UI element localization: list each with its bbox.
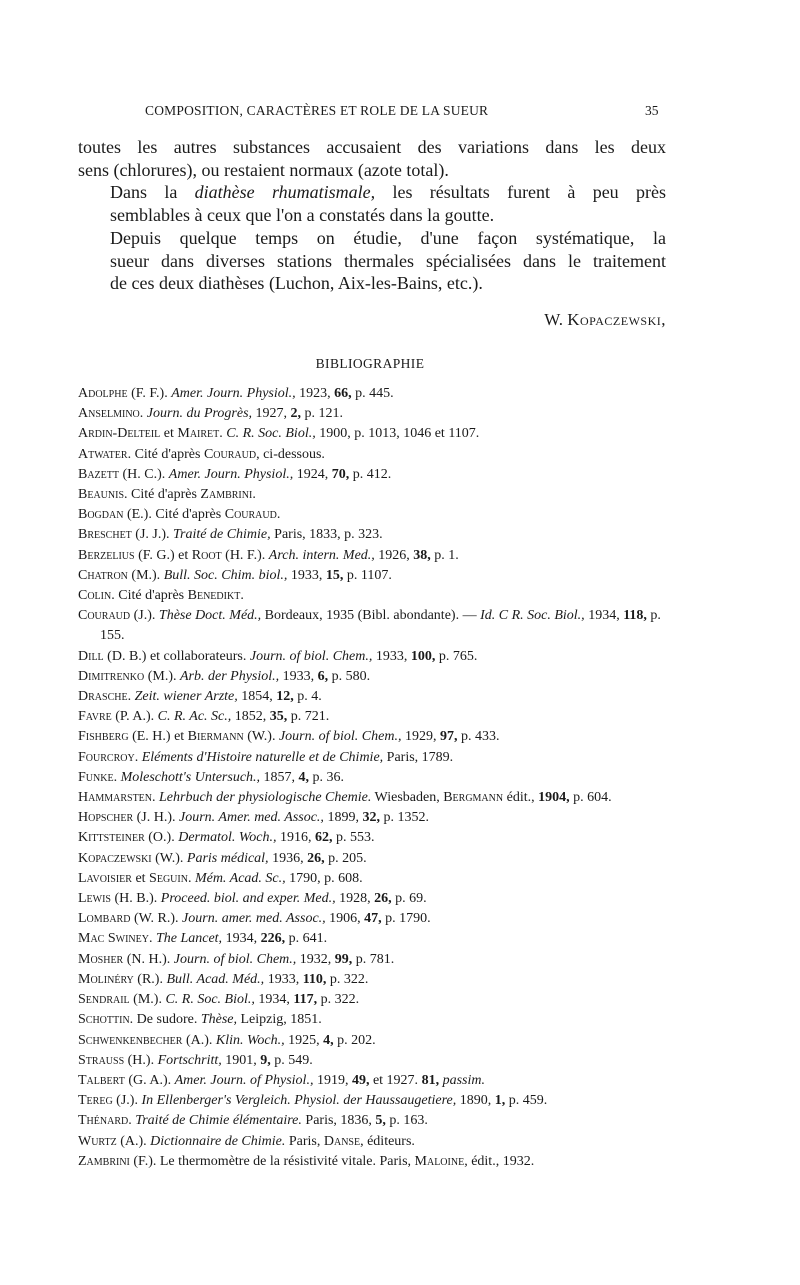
volume-number: 66, (334, 386, 352, 401)
text-run: 1890, (456, 1093, 495, 1109)
text-run: p. 202. (333, 1032, 376, 1048)
author-name: Bazett (78, 466, 119, 482)
publisher-name: Danse (323, 1133, 361, 1149)
author-name: Kittsteiner (78, 830, 145, 846)
journal-title: Fortschritt, (157, 1052, 222, 1068)
author-name: Chatron (78, 567, 128, 583)
bibliography-entry (78, 828, 678, 848)
text-run: (H.). (124, 1052, 158, 1068)
volume-number: 47, (364, 911, 382, 927)
text-run: p. 322. (326, 971, 369, 987)
bibliography-entry (78, 445, 678, 465)
text-run: Wiesbaden, (371, 790, 444, 806)
journal-title: Journ. of biol. Chem., (249, 648, 373, 664)
text-run: 1933, (264, 971, 303, 987)
bibliography-entry (78, 1091, 678, 1111)
emphasis: diathèse rhumatismale, (194, 182, 376, 203)
volume-number: 81, (421, 1072, 440, 1088)
text-run: (H. F.). (221, 547, 269, 563)
text-run: 1852, (231, 709, 270, 725)
bibliography-entry (78, 424, 678, 444)
volume-number: 9, (260, 1052, 271, 1068)
text-run: (N. H.). (123, 951, 174, 967)
text-run: p. 205. (324, 850, 367, 866)
volume-number: 70, (331, 466, 350, 482)
text-run: Paris, 1789. (383, 749, 454, 765)
bibliography-entry (78, 768, 678, 788)
text-line: sueur dans diverses stations thermales spécialisées dans le traitement (110, 250, 666, 271)
author-name: Kopaczewski (78, 850, 152, 866)
bibliography-entry (78, 566, 678, 586)
text-run: , édit., 1932. (464, 1153, 535, 1169)
volume-number: 32, (362, 810, 380, 826)
journal-title: Proceed. biol. and exper. Med., (160, 891, 336, 907)
journal-title: Amer. Journ. Physiol., (168, 466, 294, 482)
paragraph-3 (78, 227, 666, 295)
author-name: Breschet (78, 527, 132, 543)
volume-number: 97, (439, 729, 458, 745)
text-run: (J.). (130, 608, 159, 624)
text-run: Paris, 1833, p. 323. (270, 527, 383, 543)
journal-title: Journ. du Progrès, (146, 406, 253, 422)
volume-number: 110, (302, 971, 327, 987)
author-name: Mairet (177, 426, 220, 442)
text-run: (H. B.). (111, 891, 161, 907)
text-run: (J. J.). (131, 527, 174, 543)
text-run: p. 1790. (381, 911, 431, 927)
text-run: (O.). (144, 830, 179, 846)
author-name: Berzelius (78, 547, 135, 563)
text-run: (D. B.) et collaborateurs. (103, 648, 250, 664)
bibliography-entry (78, 485, 678, 505)
author-name: Benedikt (187, 588, 241, 604)
journal-title: Id. C R. Soc. Biol., (480, 608, 585, 624)
author-signature (544, 310, 666, 330)
text-run: 1899, (323, 810, 363, 826)
author-name: Hopscher (78, 810, 134, 826)
journal-title: Amer. Journ. Physiol., (171, 386, 296, 401)
text-line: sens (chlorures), ou restaient normaux (azote total). (78, 159, 449, 180)
journal-title: Dictionnaire de Chimie. (150, 1133, 286, 1149)
text-run: 1934, (584, 608, 624, 624)
author-name: Favre (78, 709, 112, 725)
text-run: p. 69. (391, 891, 427, 907)
author-name: Funke (78, 769, 114, 785)
publisher-name: Bergmann (443, 790, 504, 806)
author-name: Bogdan (78, 507, 124, 523)
text-run: . (240, 588, 244, 604)
bibliography-entry (78, 667, 678, 687)
volume-number: 62, (314, 830, 333, 846)
text-run: 1906, (325, 911, 365, 927)
bibliography-entry (78, 1132, 678, 1152)
text-run: 1857, (260, 769, 299, 785)
bibliography-entry (78, 849, 678, 869)
volume-number: 35, (269, 709, 288, 725)
text-run: p. 322. (317, 992, 360, 1008)
bibliography-entry (78, 546, 678, 566)
journal-title: Journ. Amer. med. Assoc., (179, 810, 324, 826)
volume-number: 26, (307, 850, 325, 866)
text-run: Paris, (285, 1133, 324, 1149)
bibliography-entry (78, 970, 678, 990)
text-run: . (219, 426, 227, 442)
journal-title: Mém. Acad. Sc., (194, 870, 286, 886)
author-name: Lavoisier (78, 870, 132, 886)
journal-title: C. R. Soc. Biol., (226, 426, 316, 442)
bibliography-entry (78, 606, 678, 646)
bibliography-entry (78, 869, 678, 889)
bibliography-entry (78, 707, 678, 727)
journal-title: The Lancet, (155, 931, 223, 947)
text-run: (E.). Cité d'après (123, 507, 225, 523)
journal-title: Thèse, (200, 1012, 237, 1028)
text-run: . De sudore. (129, 1012, 201, 1028)
bibliography-entry (78, 1111, 678, 1131)
text-run: (H. C.). (119, 466, 169, 482)
author-name: Couraud (78, 608, 131, 624)
text-run: . (187, 870, 195, 886)
author-name: Adolphe (78, 386, 128, 401)
author-name: Couraud (203, 446, 257, 462)
journal-title: Zeit. wiener Arzte, (134, 689, 238, 705)
bibliography-entry (78, 889, 678, 909)
text-run: . (139, 406, 147, 422)
text-run: p. 781. (352, 951, 395, 967)
body-text (78, 136, 666, 295)
volume-number: 1, (494, 1093, 506, 1109)
text-run: 1925, (284, 1032, 324, 1048)
text-run: p. 549. (270, 1052, 313, 1068)
author-name: Beaunis (78, 487, 125, 503)
author-name: Zambrini (200, 487, 253, 503)
journal-title: Eléments d'Histoire naturelle et de Chimie, (141, 749, 384, 765)
bibliography-entry (78, 647, 678, 667)
bibliography-entry (78, 727, 678, 747)
text-run: p. 36. (309, 769, 345, 785)
volume-number: 5, (375, 1113, 386, 1129)
text-run: (E. H.) et (128, 729, 188, 745)
bibliography-entry (78, 1051, 678, 1071)
text-run: p. 641. (285, 931, 328, 947)
journal-title: Lehrbuch der physiologische Chemie. (159, 790, 372, 806)
bibliography-entry (78, 404, 678, 424)
bibliography-entry (78, 909, 678, 929)
author-name: Seguin (149, 870, 188, 886)
author-name: Fishberg (78, 729, 129, 745)
bibliography-entry (78, 586, 678, 606)
volume-number: 15, (325, 567, 344, 583)
text-run: . (127, 689, 135, 705)
text-run: 1919, (313, 1072, 352, 1088)
author-name: Hammarsten (78, 790, 153, 806)
text-run: édit., (503, 790, 539, 806)
text-run: 1926, (374, 547, 414, 563)
bibliography-entry (78, 808, 678, 828)
bibliography-entry (78, 525, 678, 545)
text-run: (R.). (133, 971, 167, 987)
page-number: 35 (645, 103, 659, 118)
text-run: 1936, (268, 850, 308, 866)
author-name: Schwenkenbecher (78, 1032, 183, 1048)
author-name: Fourcroy (78, 749, 135, 765)
volume-number: 99, (334, 951, 353, 967)
author-name: Couraud (224, 507, 277, 523)
author-name: Zambrini (78, 1153, 130, 1169)
text-run: et (160, 426, 178, 442)
text-run: (M.). (127, 567, 164, 583)
text-run: p. 459. (505, 1093, 548, 1109)
text-run: p. 121. (301, 406, 344, 422)
journal-title: C. R. Soc. Biol., (165, 992, 255, 1008)
text-line: de ces deux diathèses (Luchon, Aix-les-Bains, etc.). (110, 273, 483, 294)
text-run: . (152, 790, 160, 806)
text-run: 1790, p. 608. (285, 870, 363, 886)
bibliography-entry (78, 788, 678, 808)
journal-title: Bull. Soc. Chim. biol., (163, 567, 288, 583)
bibliography-list (78, 384, 678, 1172)
journal-title: Journ. amer. med. Assoc., (182, 911, 326, 927)
text-run: 1900, p. 1013, 1046 et 1107. (315, 426, 480, 442)
journal-title: Arch. intern. Med., (268, 547, 375, 563)
journal-title: C. R. Ac. Sc., (157, 709, 232, 725)
text-run: p. 604. (569, 790, 612, 806)
text-line (78, 181, 666, 204)
bibliography-entry (78, 687, 678, 707)
journal-title: Journ. of biol. Chem., (278, 729, 402, 745)
text-run: p. 163. (385, 1113, 428, 1129)
text-run: (W.). (243, 729, 279, 745)
author-initial: W. (544, 310, 563, 329)
text-run: 1934, (254, 992, 294, 1008)
text-run: (W.). (151, 850, 187, 866)
text-run: (A.). (116, 1133, 151, 1149)
text-run: p. 1352. (379, 810, 429, 826)
author-name: Dimitrenko (78, 668, 145, 684)
text-run: p. 1107. (343, 567, 392, 583)
text-run: 1854, (237, 689, 277, 705)
text-run: p. 721. (287, 709, 330, 725)
paragraph-2 (78, 181, 666, 226)
journal-title: Klin. Woch., (215, 1032, 285, 1048)
bibliography-entry (78, 1071, 678, 1091)
author-name: Wurtz (78, 1133, 117, 1149)
text-run: p. 4. (293, 689, 322, 705)
text-run: 1933, (279, 668, 318, 684)
volume-number: 6, (317, 668, 329, 684)
author-name: Anselmino (78, 406, 140, 422)
journal-title: Bull. Acad. Méd., (166, 971, 265, 987)
text-run: 1916, (276, 830, 315, 846)
volume-number: 1904, (538, 790, 570, 806)
text-line: toutes les autres substances accusaient des variations dans les deux (78, 137, 666, 157)
author-name: Thénard (78, 1113, 129, 1129)
author-name: Ardin-Delteil (78, 426, 161, 442)
volume-number: 100, (410, 648, 436, 664)
bibliography-entry (78, 465, 678, 485)
author-name: Strauss (78, 1052, 125, 1068)
text-run: . (148, 931, 156, 947)
text-run: 1927, (252, 406, 291, 422)
text-run: 1933, (372, 648, 411, 664)
emphasis: passim. (439, 1072, 485, 1088)
text-run: (P. A.). (111, 709, 158, 725)
bibliography-entry (78, 748, 678, 768)
volume-number: 226, (260, 931, 286, 947)
author-name: Mac Swiney (78, 931, 149, 947)
author-name: Tereg (78, 1093, 113, 1109)
journal-title: Moleschott's Untersuch., (120, 769, 261, 785)
text-run: et 1927. (369, 1072, 422, 1088)
text-run: et (131, 870, 150, 886)
text-run: p. 412. (349, 466, 392, 482)
text-run: p. 433. (457, 729, 500, 745)
author-name: Talbert (78, 1072, 125, 1088)
bibliography-entry (78, 1010, 678, 1030)
author-name: Schottin (78, 1012, 130, 1028)
text-run: (J.). (112, 1093, 142, 1109)
text-run: . (128, 1113, 136, 1129)
text-run: . Cité d'après (111, 588, 188, 604)
text-line: semblables à ceux que l'on a constatés dans la goutte. (110, 205, 495, 226)
text-run: 1934, (222, 931, 261, 947)
text-run: (J. H.). (133, 810, 180, 826)
text-run: . Cité d'après (124, 487, 201, 503)
bibliography-entry (78, 950, 678, 970)
author-name: Mosher (78, 951, 124, 967)
bibliography-entry (78, 505, 678, 525)
volume-number: 117, (293, 992, 318, 1008)
text-run: 1901, (221, 1052, 261, 1068)
volume-number: 4, (298, 769, 310, 785)
text-run: , ci-dessous. (256, 446, 325, 462)
running-title: COMPOSITION, CARACTÈRES ET ROLE DE LA SUEUR (145, 103, 489, 118)
text-run: 1929, (401, 729, 440, 745)
text-run: 1924, (293, 466, 332, 482)
author-name: Dill (78, 648, 104, 664)
text-run: Bordeaux, 1935 (Bibl. abondante). — (261, 608, 481, 624)
text-run: les résultats furent à peu près (375, 182, 666, 203)
text-run: p. 1. (430, 547, 459, 563)
journal-title: Traité de Chimie, (173, 527, 271, 543)
journal-title: Paris médical, (186, 850, 269, 866)
text-run: . Cité d'après (127, 446, 204, 462)
author-name: Molinéry (78, 971, 134, 987)
bibliography-entry (78, 990, 678, 1010)
text-line: Depuis quelque temps on étudie, d'une façon systématique, la (110, 227, 666, 248)
journal-title: In Ellenberger's Vergleich. Physiol. der Haussaugetiere, (141, 1093, 457, 1109)
text-run: 1933, (287, 567, 326, 583)
author-name: Biermann (187, 729, 244, 745)
text-run: 1928, (335, 891, 375, 907)
text-run: (A.). (182, 1032, 216, 1048)
paragraph-1 (78, 136, 666, 181)
volume-number: 38, (413, 547, 431, 563)
author-name: Kopaczewski, (567, 310, 666, 329)
author-name: Sendrail (78, 992, 130, 1008)
text-run: Leipzig, 1851. (237, 1012, 322, 1028)
author-name: Maloine (414, 1153, 465, 1169)
journal-title: Amer. Journ. of Physiol., (174, 1072, 314, 1088)
text-run: . (276, 507, 281, 523)
author-name: Lombard (78, 911, 131, 927)
bibliography-entry (78, 1031, 678, 1051)
bibliography-entry (78, 929, 678, 949)
volume-number: 26, (374, 891, 392, 907)
journal-title: Journ. of biol. Chem., (173, 951, 297, 967)
text-run: p. 155. (100, 608, 661, 644)
journal-title: Arb. der Physiol., (180, 668, 280, 684)
text-run: Dans la (110, 182, 195, 203)
author-name: Lewis (78, 891, 111, 907)
text-run: (G. A.). (124, 1072, 175, 1088)
volume-number: 12, (276, 689, 294, 705)
author-name: Colin (78, 588, 112, 604)
text-run: (F.). Le thermomètre de la résistivité vitale. Paris, (129, 1153, 415, 1169)
bibliography-entry (78, 1152, 678, 1172)
text-run: p. 765. (435, 648, 478, 664)
text-run: . (113, 769, 121, 785)
text-run: (F. G.) et (134, 547, 192, 563)
text-run: (M.). (144, 668, 180, 684)
text-run: (M.). (129, 992, 166, 1008)
text-run: . (252, 487, 256, 503)
text-run: 1932, (296, 951, 335, 967)
volume-number: 118, (623, 608, 647, 624)
volume-number: 4, (323, 1032, 334, 1048)
text-run: (W. R.). (130, 911, 183, 927)
volume-number: 49, (351, 1072, 370, 1088)
text-run: 1923, (295, 386, 335, 401)
text-run: p. 553. (332, 830, 375, 846)
bibliography-heading: BIBLIOGRAPHIE (315, 356, 425, 371)
journal-title: Thèse Doct. Méd., (158, 608, 262, 624)
text-run: , éditeurs. (360, 1133, 415, 1149)
author-name: Root (191, 547, 222, 563)
text-run: Paris, 1836, (301, 1113, 376, 1129)
text-run: (F. F.). (127, 386, 172, 401)
text-run: . (134, 749, 142, 765)
bibliography-entry (78, 384, 678, 404)
text-run: p. 445. (351, 386, 394, 401)
journal-title: Traité de Chimie élémentaire. (135, 1113, 302, 1129)
author-name: Atwater (78, 446, 128, 462)
author-name: Drasche (78, 689, 128, 705)
volume-number: 2, (290, 406, 302, 422)
journal-title: Dermatol. Woch., (178, 830, 277, 846)
text-run: p. 580. (328, 668, 371, 684)
